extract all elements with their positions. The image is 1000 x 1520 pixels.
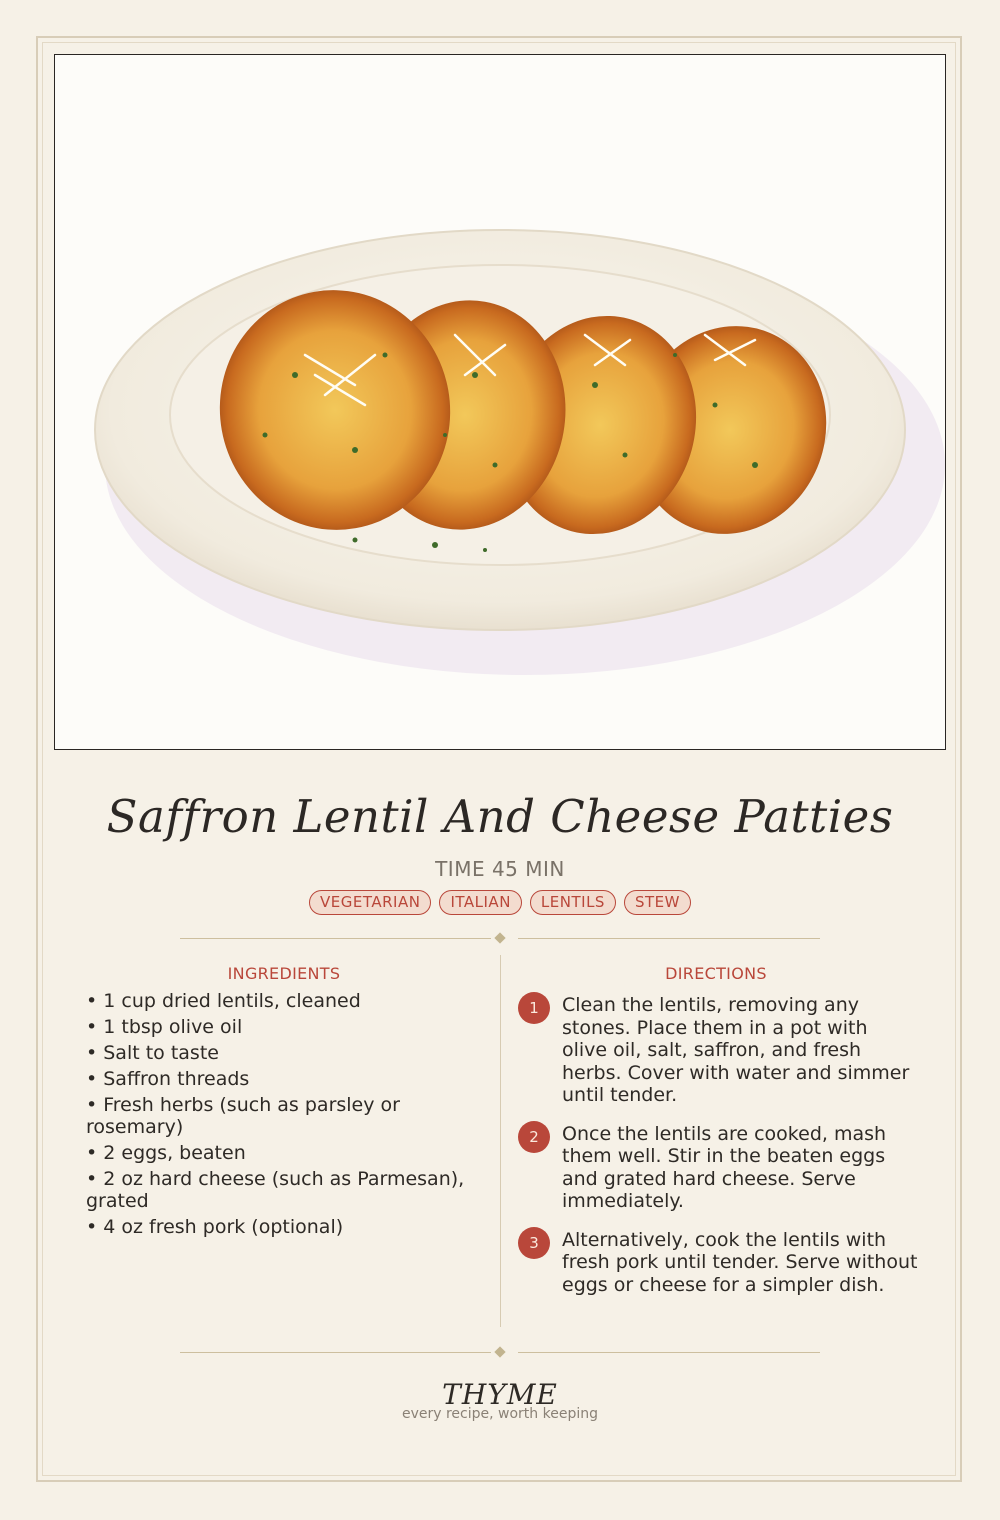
ingredients-list bbox=[86, 990, 481, 1242]
tag-italian[interactable]: ITALIAN bbox=[439, 890, 521, 915]
tag-lentils[interactable]: LENTILS bbox=[530, 890, 616, 915]
directions-list bbox=[518, 992, 918, 1310]
top-divider-right bbox=[518, 938, 820, 939]
ingredient-item: • Saffron threads bbox=[86, 1068, 250, 1090]
brand-logo-text: THYME bbox=[442, 1378, 558, 1411]
ingredient-item: • 2 oz hard cheese (such as Parmesan), grated bbox=[86, 1168, 465, 1212]
ingredient-item: • 4 oz fresh pork (optional) bbox=[86, 1216, 344, 1238]
step-text: Clean the lentils, removing any stones. Place them in a pot with olive oil, salt, saffron, and fresh herbs. Cover with water and simmer until tender. bbox=[562, 994, 910, 1106]
ingredient-item: • 2 eggs, beaten bbox=[86, 1142, 246, 1164]
brand-tagline: every recipe, worth keeping bbox=[401, 1406, 598, 1422]
step-number-badge: 1 bbox=[518, 992, 550, 1024]
direction-step bbox=[518, 1227, 918, 1297]
step-text: Alternatively, cook the lentils with fresh pork until tender. Serve without eggs or cheese for a simpler dish. bbox=[562, 1228, 918, 1296]
step-text: Once the lentils are cooked, mash them well. Stir in the beaten eggs and grated hard cheese. Serve immediately. bbox=[562, 1122, 887, 1212]
tag-stew[interactable]: STEW bbox=[624, 890, 691, 915]
ingredient-item: • 1 tbsp olive oil bbox=[86, 1016, 243, 1038]
bottom-divider-left bbox=[180, 1352, 491, 1353]
direction-step bbox=[518, 1121, 918, 1213]
tag-list bbox=[0, 890, 1000, 915]
ingredient-item: • 1 cup dried lentils, cleaned bbox=[86, 990, 361, 1012]
cook-time: TIME 45 MIN bbox=[435, 857, 565, 881]
step-number-badge: 3 bbox=[518, 1227, 550, 1259]
ingredients-heading: INGREDIENTS bbox=[227, 964, 341, 983]
directions-heading: DIRECTIONS bbox=[665, 964, 767, 983]
top-divider-left bbox=[180, 938, 491, 939]
recipe-title: Saffron Lentil And Cheese Patties bbox=[106, 790, 894, 843]
tag-vegetarian[interactable]: VEGETARIAN bbox=[309, 890, 431, 915]
direction-step bbox=[518, 992, 918, 1107]
step-number-badge: 2 bbox=[518, 1121, 550, 1153]
bottom-divider-right bbox=[518, 1352, 820, 1353]
column-divider bbox=[500, 955, 501, 1327]
ingredient-item: • Salt to taste bbox=[86, 1042, 219, 1064]
recipe-photo bbox=[54, 54, 946, 750]
ingredient-item: • Fresh herbs (such as parsley or rosemary) bbox=[86, 1094, 400, 1138]
